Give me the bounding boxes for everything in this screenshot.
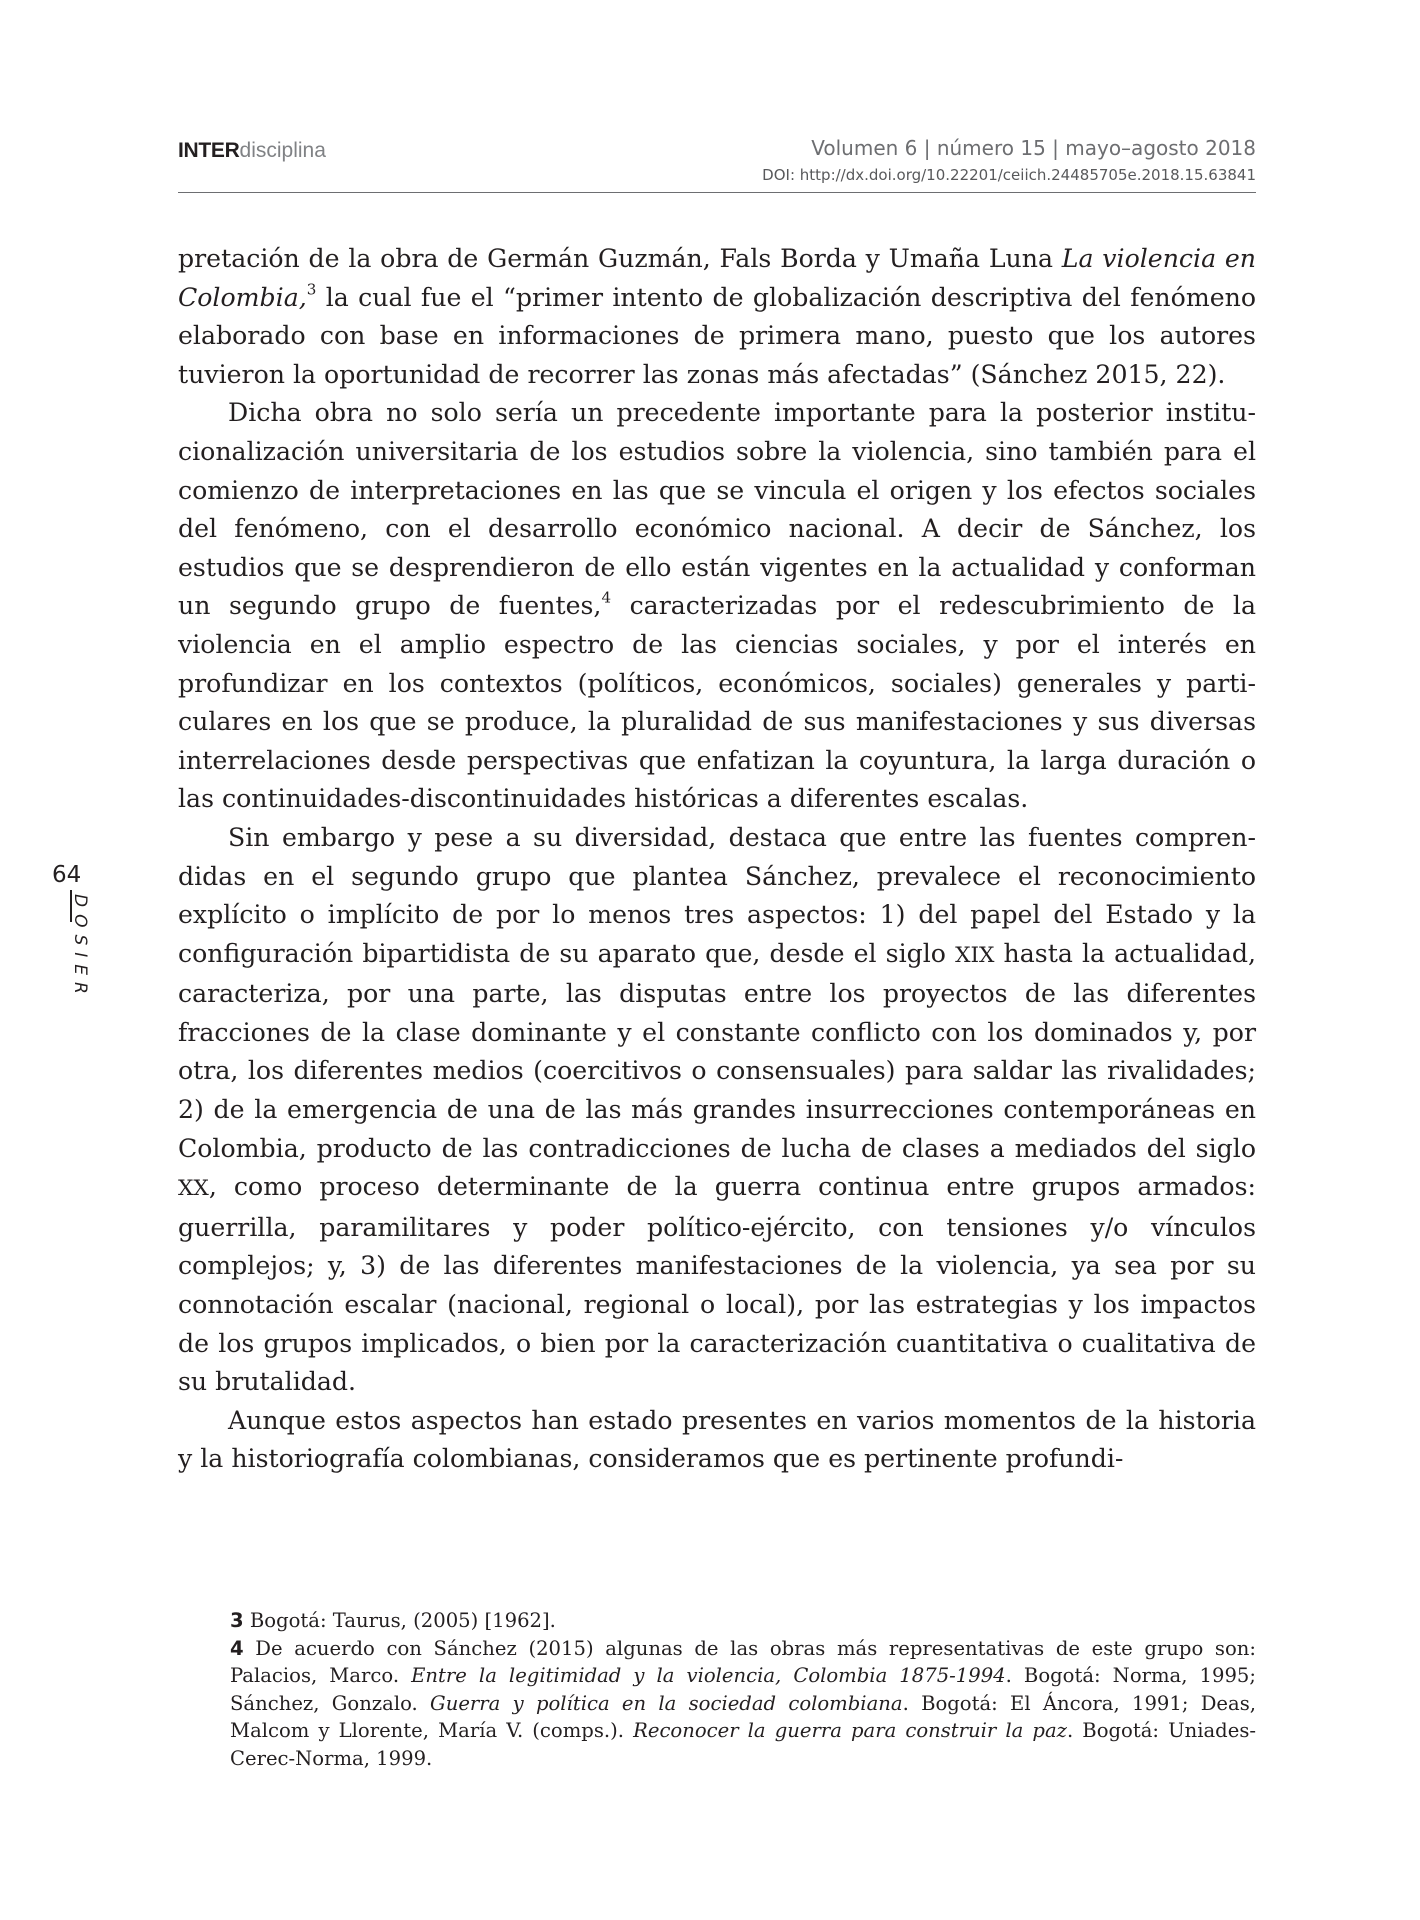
- cited-title: Reconocer la guerra para construir la paz: [633, 1719, 1067, 1742]
- paragraph-4: [178, 1402, 1256, 1479]
- paragraph-text: caracterizadas por el redescubrimiento de la violencia en el amplio espectro de las ciencias sociales, y por el interés en profundizar en los contextos (políticos, económicos, sociales) generales y particulares en los que se produce, la pluralidad de sus manifestaciones y sus diversas interrelaciones desde perspectivas que enfatizan la coyuntura, la larga duración o las continuidades-discontinuidades históricas a diferentes escalas.: [178, 591, 1256, 814]
- paragraph-text: Sin embargo y pese a su diversidad, destaca que entre las fuentes comprendidas en el segundo grupo que plantea Sánchez, prevalece el reconocimiento explícito o implícito de por lo menos tres aspectos: 1) del papel del Estado y la configuración bipartidista de su aparato que, desde el siglo: [178, 822, 1256, 968]
- paragraph-text: pretación de la obra de Germán Guzmán, Fals Borda y Umaña Luna: [178, 244, 1062, 273]
- footnote-number: 4: [230, 1636, 244, 1660]
- book-title: La violencia en Colombia,: [178, 244, 1256, 312]
- footnote-text: De acuerdo con Sánchez (2015) algunas de las obras más representativas de este grupo son: Palacios, Marco.: [230, 1636, 1256, 1687]
- footnotes: [230, 1607, 1256, 1772]
- journal-logo: [178, 139, 326, 163]
- cited-title: Guerra y política en la sociedad colombiana: [430, 1691, 903, 1715]
- running-header: [178, 134, 1256, 193]
- paragraph-text: la cual fue el “primer intento de globalización descriptiva del fenómeno elaborado con base en informaciones de primera mano, puesto que los autores tuvieron la oportunidad de recorrer las zonas más afectadas” (Sánchez 2015, 22).: [178, 282, 1256, 389]
- footnote-3: [230, 1607, 1256, 1635]
- doi-link[interactable]: DOI: http://dx.doi.org/10.22201/ceiich.24485705e.2018.15.63841: [762, 166, 1256, 184]
- footnote-text: Bogotá: Taurus, (2005) [1962].: [243, 1609, 556, 1632]
- section-label: DOSIER: [70, 894, 90, 1001]
- paragraph-text: Dicha obra no solo sería un precedente importante para la posterior institucionalización universitaria de los estudios sobre la violencia, sino también para el comienzo de interpretaciones en las que se vincula el origen y los efectos sociales del fenómeno, con el desarrollo económico nacional. A decir de Sánchez, los estudios que se desprendieron de ello están vigentes en la actualidad y conforman un segundo grupo de fuentes,: [178, 398, 1256, 621]
- footnote-text: . Bogotá: El Áncora, 1991; Deas, Malcom y Llorente, María V. (comps.).: [230, 1691, 1256, 1742]
- journal-name-bold: INTER: [178, 139, 240, 162]
- paragraph-text: Aunque estos aspectos han estado presentes en varios momentos de la historia y la historiografía colombianas, consideramos que es pertinente profundi-: [178, 1405, 1256, 1474]
- century-numeral: XX: [178, 1176, 209, 1202]
- footnote-text: . Bogotá: Norma, 1995; Sánchez, Gonzalo.: [230, 1664, 1256, 1715]
- footnote-4: [230, 1635, 1256, 1773]
- cited-title: Entre la legitimidad y la violencia, Colombia 1875-1994: [411, 1664, 1006, 1687]
- century-numeral: XIX: [955, 942, 995, 968]
- issue-info: Volumen 6 | número 15 | mayo–agosto 2018: [811, 136, 1256, 160]
- page-number: 64: [52, 862, 82, 888]
- paragraph-3: [178, 819, 1256, 1402]
- paragraph-2: [178, 394, 1256, 819]
- footnote-ref-3[interactable]: 3: [306, 280, 317, 299]
- footnote-text: . Bogotá: Uniades-Cerec-Norma, 1999.: [230, 1719, 1256, 1770]
- footnote-number: 3: [230, 1609, 244, 1632]
- footnote-ref-4[interactable]: 4: [601, 589, 612, 608]
- paragraph-text: , como proceso determinante de la guerra continua entre grupos armados: guerrilla, paramilitares y poder político-ejército, con tensiones y/o vínculos complejos; y, 3) de las diferentes manifestaciones de la violencia, ya sea por su connotación escalar (nacional, regional o local), por las estrategias y los impactos de los grupos implicados, o bien por la caracterización cuantitativa o cualitativa de su brutalidad.: [178, 1172, 1256, 1397]
- paragraph-1: [178, 240, 1256, 394]
- journal-name-light: disciplina: [239, 139, 326, 162]
- body-text: [178, 240, 1256, 1479]
- paragraph-text: hasta la actualidad, caracteriza, por una parte, las disputas entre los proyectos de las diferentes fracciones de la clase dominante y el constante conflicto con los dominados y, por otra, los diferentes medios (coercitivos o consensuales) para saldar las rivalidades; 2) de la emergencia de una de las más grandes insurrecciones contemporáneas en Colombia, producto de las contradicciones de lucha de clases a mediados del siglo: [178, 938, 1256, 1163]
